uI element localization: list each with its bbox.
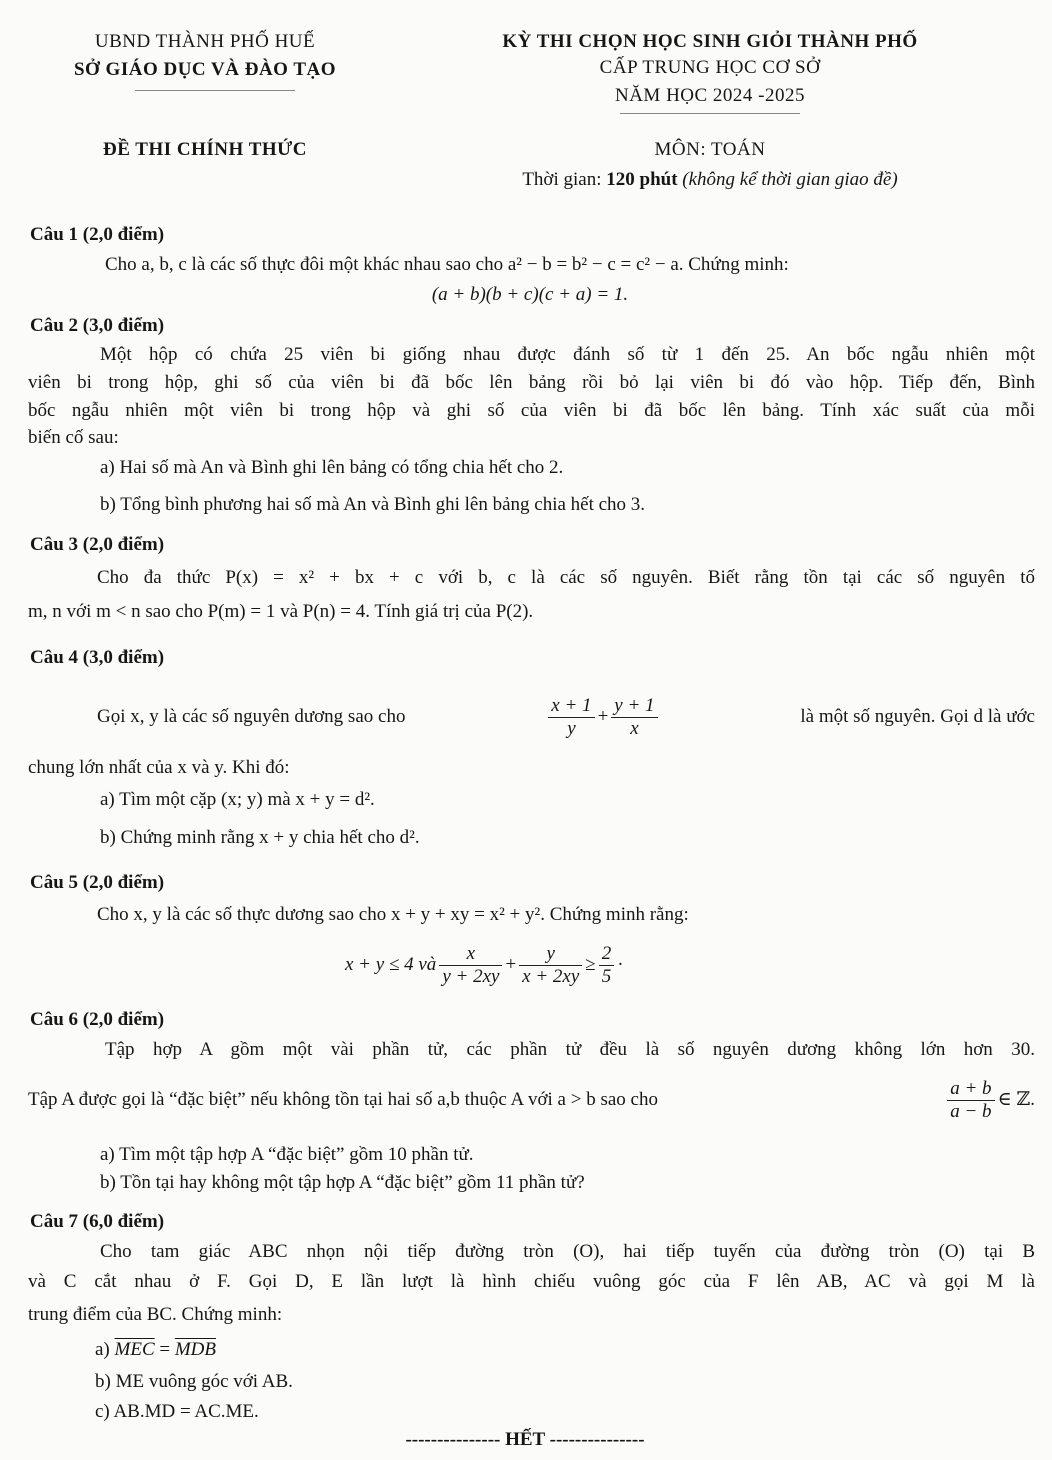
- angle-mec: $\overline{MEC}$: [114, 1339, 155, 1360]
- q6-expression: [944, 1078, 1035, 1123]
- q2-line: biến cố sau:: [28, 427, 119, 448]
- denominator: a − b: [950, 1100, 992, 1122]
- q1-formula: (a + b)(b + c)(c + a) = 1.: [431, 284, 629, 305]
- q6-part-b: b) Tồn tại hay không một tập hợp A “đặc biệt” gồm 11 phần tử?: [100, 1172, 585, 1193]
- q3-title: Câu 3 (2,0 điểm): [30, 534, 165, 555]
- denominator: x + 2xy: [522, 965, 580, 987]
- q5-formula: [345, 938, 624, 992]
- q4-part-b: b) Chứng minh rằng x + y chia hết cho d².: [100, 827, 420, 848]
- label: a): [95, 1339, 115, 1360]
- q5-title: Câu 5 (2,0 điểm): [30, 872, 165, 893]
- denominator: 5: [601, 965, 612, 987]
- q7-line: và C cắt nhau ở F. Gọi D, E lần lượt là hình chiếu vuông góc của F lên AB, AC và gọi M là: [28, 1271, 1035, 1292]
- denominator: y + 2xy: [442, 965, 500, 987]
- q7-line: trung điểm của BC. Chứng minh:: [28, 1304, 283, 1325]
- time-value: 120 phút: [606, 169, 678, 190]
- q6-text: Tập A được gọi là “đặc biệt” nếu không tồn tại hai số a,b thuộc A với a > b sao cho: [28, 1089, 658, 1110]
- time-info: [430, 168, 990, 192]
- q3-line: Cho đa thức P(x) = x² + bx + c với b, c là các số nguyên. Biết rằng tồn tại các số nguyên tố: [97, 567, 1035, 588]
- fraction: [519, 943, 582, 988]
- q1-title: Câu 1 (2,0 điểm): [30, 224, 165, 245]
- q4-text: Gọi x, y là các số nguyên dương sao cho: [97, 706, 406, 727]
- numerator: y: [519, 943, 582, 966]
- plus: +: [597, 705, 609, 727]
- q4-line: [97, 690, 1035, 744]
- fraction: [439, 943, 502, 988]
- q4-title: Câu 4 (3,0 điểm): [30, 647, 165, 668]
- fraction: [599, 943, 615, 988]
- q4-expression: [545, 695, 660, 740]
- plus: +: [505, 954, 517, 975]
- q6-title: Câu 6 (2,0 điểm): [30, 1009, 165, 1030]
- numerator: x: [439, 943, 502, 966]
- q7-part-b: b) ME vuông góc với AB.: [95, 1371, 293, 1392]
- q7-line: Cho tam giác ABC nhọn nội tiếp đường tròn (O), hai tiếp tuyến của đường tròn (O) tại B: [100, 1241, 1035, 1262]
- fraction: [947, 1078, 994, 1123]
- q2-line: Một hộp có chứa 25 viên bi giống nhau được đánh số từ 1 đến 25. An bốc ngẫu nhiên một: [100, 344, 1035, 365]
- q1-line: Cho a, b, c là các số thực đôi một khác nhau sao cho a² − b = b² − c = c² − a. Chứng minh:: [105, 254, 789, 275]
- header-right-line3: NĂM HỌC 2024 -2025: [614, 85, 806, 106]
- numerator: 2: [599, 943, 615, 966]
- equals: =: [154, 1339, 175, 1360]
- q2-line: bốc ngẫu nhiên một viên bi trong hộp và ghi số của viên bi đã bốc lên bảng. Tính xác suất của mỗi: [28, 400, 1035, 421]
- official-label: ĐỀ THI CHÍNH THỨC: [103, 139, 307, 160]
- q5-text: x + y ≤ 4 và: [345, 954, 437, 975]
- q6-line: Tập hợp A gồm một vài phần tử, các phần tử đều là số nguyên dương không lớn hơn 30.: [105, 1039, 1035, 1060]
- time-label: Thời gian:: [522, 169, 607, 190]
- denominator: y: [567, 717, 576, 739]
- q4-text: là một số nguyên. Gọi d là ước: [800, 706, 1035, 727]
- q3-line: m, n với m < n sao cho P(m) = 1 và P(n) = 4. Tính giá trị của P(2).: [28, 601, 534, 622]
- time-note: (không kể thời gian giao đề): [677, 169, 898, 190]
- q6-part-a: a) Tìm một tập hợp A “đặc biệt” gồm 10 phần tử.: [100, 1144, 474, 1165]
- q7-part-a: [95, 1338, 216, 1362]
- subject: MÔN: TOÁN: [654, 139, 766, 160]
- q4-part-a: a) Tìm một cặp (x; y) mà x + y = d².: [100, 789, 375, 810]
- q6-line: [28, 1073, 1035, 1127]
- numerator: x + 1: [548, 695, 594, 718]
- divider: [620, 113, 800, 114]
- fraction: [548, 695, 594, 740]
- fraction: [611, 695, 657, 740]
- numerator: a + b: [947, 1078, 994, 1101]
- q4-line: chung lớn nhất của x và y. Khi đó:: [28, 757, 290, 778]
- header-left-line2: SỞ GIÁO DỤC VÀ ĐÀO TẠO: [73, 59, 337, 80]
- header-right-line2: CẤP TRUNG HỌC CƠ SỞ: [599, 57, 821, 78]
- q5-line: Cho x, y là các số thực dương sao cho x + y + xy = x² + y². Chứng minh rằng:: [97, 904, 689, 925]
- header-left-line1: UBND THÀNH PHỐ HUẾ: [94, 31, 316, 52]
- q2-title: Câu 2 (3,0 điểm): [30, 315, 165, 336]
- denominator: x: [630, 717, 639, 739]
- q7-title: Câu 7 (6,0 điểm): [30, 1211, 165, 1232]
- divider: [135, 90, 295, 91]
- q7-part-c: c) AB.MD = AC.ME.: [95, 1401, 259, 1422]
- q2-part-a: a) Hai số mà An và Bình ghi lên bảng có tổng chia hết cho 2.: [100, 457, 564, 478]
- angle-mdb: $\overline{MDB}$: [174, 1339, 216, 1360]
- header-right-line1: KỲ THI CHỌN HỌC SINH GIỎI THÀNH PHỐ: [502, 31, 918, 52]
- q6-text: ∈ ℤ.: [997, 1088, 1035, 1110]
- end-marker: --------------- HẾT ---------------: [405, 1429, 645, 1450]
- geq: ≥: [585, 954, 596, 975]
- q2-line: viên bi trong hộp, ghi số của viên bi đã bốc lên bảng rồi bỏ lại viên bi đó vào hộp. Tiếp đến, Bình: [28, 372, 1035, 393]
- q2-part-b: b) Tổng bình phương hai số mà An và Bình ghi lên bảng chia hết cho 3.: [100, 494, 646, 515]
- dot: ·: [617, 954, 624, 975]
- numerator: y + 1: [611, 695, 657, 718]
